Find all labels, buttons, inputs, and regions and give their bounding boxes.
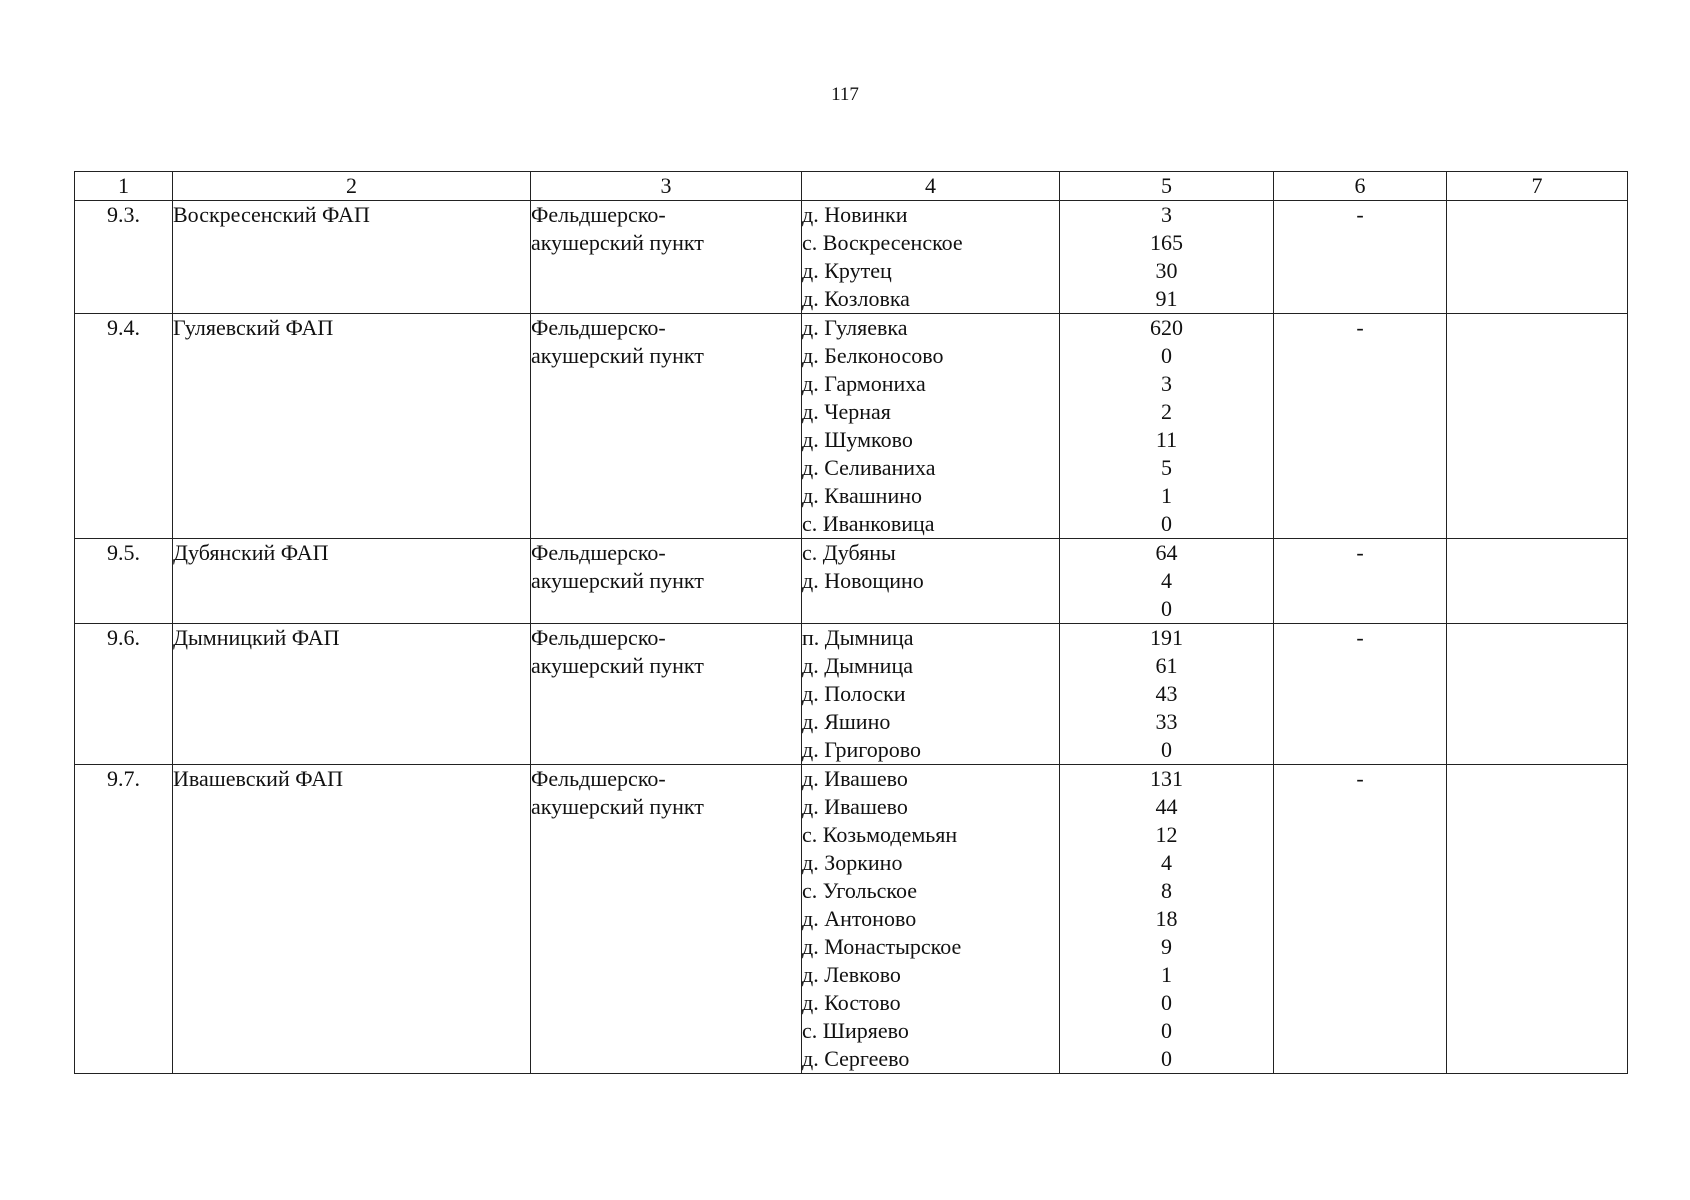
- population-value: 165: [1150, 230, 1183, 255]
- population-value: 11: [1155, 427, 1178, 452]
- column-7-cell: [1447, 624, 1628, 765]
- facility-type-cell: [531, 624, 802, 765]
- table-row: [75, 624, 1628, 765]
- population-value: 91: [1155, 286, 1178, 311]
- population-value: 1: [1161, 483, 1172, 508]
- population-value: 0: [1161, 990, 1172, 1015]
- settlement-name: д. Ивашево: [802, 766, 908, 791]
- row-number: 9.3.: [107, 202, 140, 227]
- column-7-cell: [1447, 201, 1628, 314]
- column-6-value: -: [1356, 202, 1364, 227]
- row-number-cell: [75, 314, 173, 539]
- population-value: 9: [1161, 934, 1172, 959]
- settlement-name: п. Дымница: [802, 625, 914, 650]
- header-cell: 1: [75, 172, 173, 201]
- population-value: 1: [1161, 962, 1172, 987]
- table-row: [75, 201, 1628, 314]
- column-6-cell: [1274, 201, 1447, 314]
- population-value: 4: [1161, 568, 1172, 593]
- table-body: [75, 201, 1628, 1074]
- facility-type-cell: [531, 201, 802, 314]
- fap-name-cell: [173, 624, 531, 765]
- settlement-name: д. Полоски: [802, 681, 906, 706]
- row-number-cell: [75, 201, 173, 314]
- settlement-name: д. Левково: [802, 962, 901, 987]
- fap-name-cell: [173, 314, 531, 539]
- population-value: 4: [1161, 850, 1172, 875]
- population-value: 43: [1155, 681, 1178, 706]
- facility-type-line: Фельдшерско-: [531, 766, 666, 791]
- facility-type-line: Фельдшерско-: [531, 202, 666, 227]
- row-number-cell: [75, 539, 173, 624]
- settlement-name: д. Зоркино: [802, 850, 903, 875]
- header-cell: 4: [802, 172, 1060, 201]
- column-6-cell: [1274, 539, 1447, 624]
- settlement-name: с. Дубяны: [802, 540, 896, 565]
- population-value: 12: [1155, 822, 1178, 847]
- row-number-cell: [75, 765, 173, 1074]
- table-row: [75, 314, 1628, 539]
- facility-type-line: Фельдшерско-: [531, 625, 666, 650]
- population-cell: [1060, 539, 1274, 624]
- settlements-cell: [802, 765, 1060, 1074]
- population-value: 5: [1161, 455, 1172, 480]
- fap-name-cell: [173, 201, 531, 314]
- population-cell: [1060, 624, 1274, 765]
- population-value: 18: [1155, 906, 1178, 931]
- settlement-name: д. Черная: [802, 399, 891, 424]
- row-number: 9.5.: [107, 540, 140, 565]
- settlement-name: д. Гуляевка: [802, 315, 908, 340]
- row-number: 9.7.: [107, 766, 140, 791]
- fap-name: Гуляевский ФАП: [173, 315, 334, 340]
- column-6-value: -: [1356, 625, 1364, 650]
- population-value: 2: [1161, 399, 1172, 424]
- settlement-name: д. Костово: [802, 990, 901, 1015]
- settlement-name: д. Григорово: [802, 737, 922, 762]
- facility-type-line: акушерский пункт: [531, 794, 704, 819]
- header-row: [75, 172, 1628, 201]
- settlement-name: д. Селиваниха: [802, 455, 936, 480]
- settlements-cell: [802, 539, 1060, 624]
- settlement-name: д. Новощино: [802, 568, 924, 593]
- settlement-name: с. Иванковица: [802, 511, 935, 536]
- settlement-name: д. Яшино: [802, 709, 891, 734]
- settlement-name: с. Козьмодемьян: [802, 822, 958, 847]
- facility-type-line: Фельдшерско-: [531, 315, 666, 340]
- column-6-value: -: [1356, 540, 1364, 565]
- population-cell: [1060, 201, 1274, 314]
- table-row: [75, 539, 1628, 624]
- settlement-name: д. Белконосово: [802, 343, 944, 368]
- population-value: 44: [1155, 794, 1178, 819]
- header-cell: 2: [173, 172, 531, 201]
- facility-type-line: акушерский пункт: [531, 568, 704, 593]
- population-value: 191: [1150, 625, 1183, 650]
- column-6-value: -: [1356, 766, 1364, 791]
- facility-type-line: акушерский пункт: [531, 653, 704, 678]
- population-value: 61: [1155, 653, 1178, 678]
- settlement-name: д. Новинки: [802, 202, 908, 227]
- page-number: 117: [831, 84, 859, 105]
- population-value: 33: [1155, 709, 1178, 734]
- population-value: 30: [1155, 258, 1178, 283]
- fap-table: [74, 171, 1628, 1074]
- population-value: 620: [1150, 315, 1183, 340]
- population-value: 8: [1161, 878, 1172, 903]
- population-cell: [1060, 314, 1274, 539]
- table-row: [75, 765, 1628, 1074]
- population-value: 0: [1161, 343, 1172, 368]
- population-value: 64: [1155, 540, 1178, 565]
- settlement-name: д. Монастырское: [802, 934, 962, 959]
- header-cell: 5: [1060, 172, 1274, 201]
- settlement-name: д. Крутец: [802, 258, 892, 283]
- settlement-name: д. Дымница: [802, 653, 913, 678]
- facility-type-line: Фельдшерско-: [531, 540, 666, 565]
- facility-type-cell: [531, 765, 802, 1074]
- fap-name: Ивашевский ФАП: [173, 766, 343, 791]
- population-cell: [1060, 765, 1274, 1074]
- population-value: 0: [1161, 596, 1172, 621]
- fap-name: Воскресенский ФАП: [173, 202, 370, 227]
- column-7-cell: [1447, 314, 1628, 539]
- settlements-cell: [802, 624, 1060, 765]
- facility-type-line: акушерский пункт: [531, 343, 704, 368]
- column-6-value: -: [1356, 315, 1364, 340]
- row-number: 9.4.: [107, 315, 140, 340]
- population-value: 0: [1161, 511, 1172, 536]
- settlement-name: с. Угольское: [802, 878, 917, 903]
- facility-type-cell: [531, 314, 802, 539]
- facility-type-cell: [531, 539, 802, 624]
- column-6-cell: [1274, 314, 1447, 539]
- column-6-cell: [1274, 624, 1447, 765]
- fap-name-cell: [173, 539, 531, 624]
- population-value: 3: [1161, 202, 1172, 227]
- fap-name: Дубянский ФАП: [173, 540, 329, 565]
- row-number-cell: [75, 624, 173, 765]
- row-number: 9.6.: [107, 625, 140, 650]
- population-value: 0: [1161, 1046, 1172, 1071]
- settlement-name: д. Сергеево: [802, 1046, 910, 1071]
- population-value: 131: [1150, 766, 1183, 791]
- column-6-cell: [1274, 765, 1447, 1074]
- facility-type-line: акушерский пункт: [531, 230, 704, 255]
- settlements-cell: [802, 314, 1060, 539]
- settlement-name: д. Козловка: [802, 286, 910, 311]
- population-value: 0: [1161, 1018, 1172, 1043]
- settlement-name: с. Воскресенское: [802, 230, 963, 255]
- header-cell: 6: [1274, 172, 1447, 201]
- settlement-name: д. Шумково: [802, 427, 913, 452]
- column-7-cell: [1447, 765, 1628, 1074]
- settlement-name: д. Квашнино: [802, 483, 922, 508]
- settlement-name: д. Гармониха: [802, 371, 926, 396]
- settlement-name: с. Ширяево: [802, 1018, 909, 1043]
- column-7-cell: [1447, 539, 1628, 624]
- header-cell: 3: [531, 172, 802, 201]
- fap-name-cell: [173, 765, 531, 1074]
- header-cell: 7: [1447, 172, 1628, 201]
- population-value: 0: [1161, 737, 1172, 762]
- population-value: 3: [1161, 371, 1172, 396]
- settlements-cell: [802, 201, 1060, 314]
- settlement-name: д. Антоново: [802, 906, 917, 931]
- settlement-name: д. Ивашево: [802, 794, 908, 819]
- fap-name: Дымницкий ФАП: [173, 625, 340, 650]
